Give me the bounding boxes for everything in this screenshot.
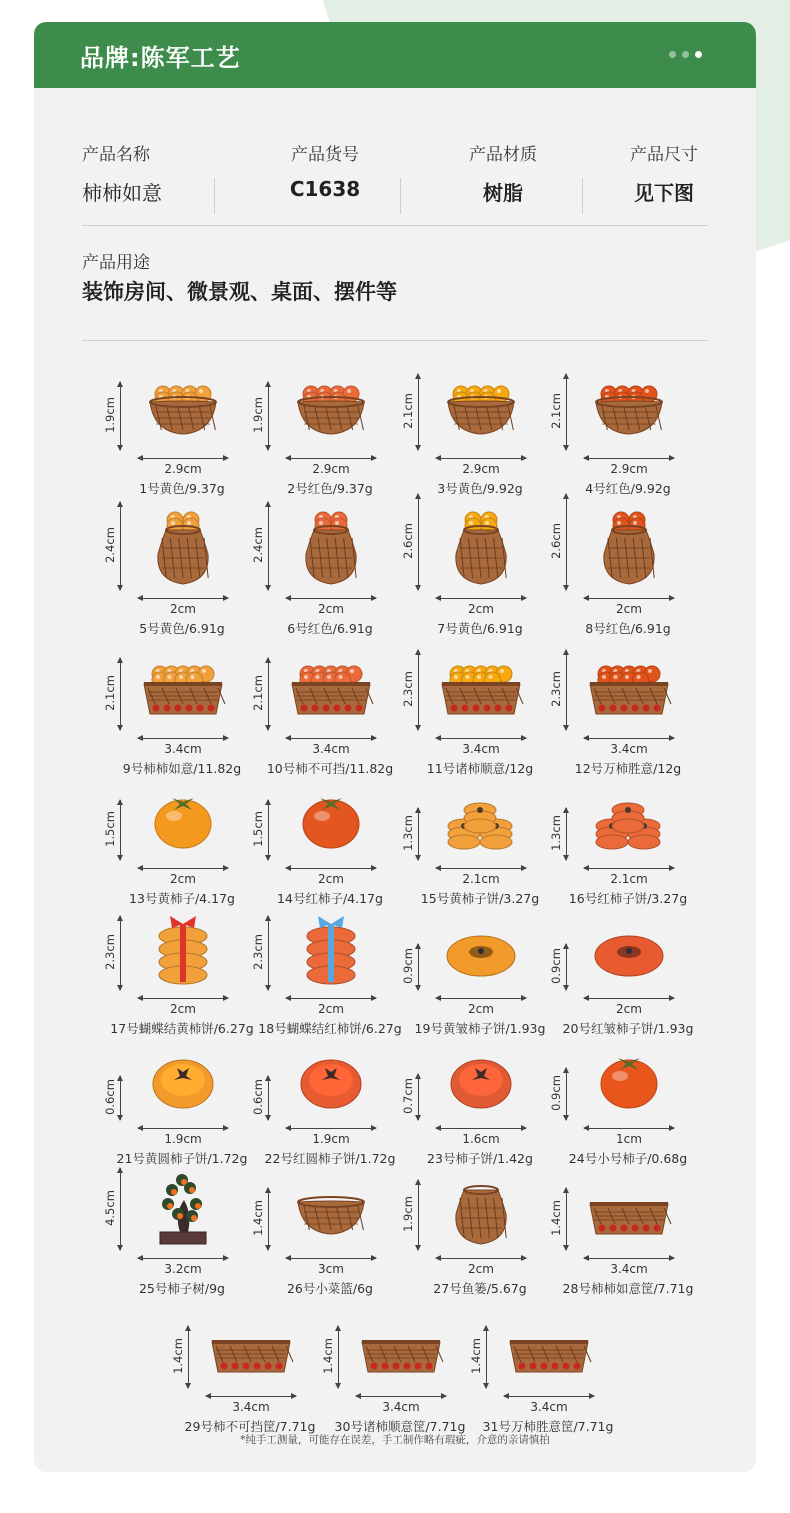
product-caption: 24号小号柿子/0.68g xyxy=(568,1151,688,1166)
product-item xyxy=(398,368,548,496)
product-caption: 14号红柿子/4.17g xyxy=(277,891,383,906)
jar-icon xyxy=(436,1170,526,1254)
product-item xyxy=(100,508,250,636)
cake-stack-icon xyxy=(584,780,674,864)
dimension-arrow-icon xyxy=(286,598,376,599)
product-caption: 5号黄色/6.91g xyxy=(139,621,225,636)
dimension-arrow-icon xyxy=(436,598,526,599)
dimension-arrow-icon xyxy=(268,658,269,730)
product-caption: 23号柿子饼/1.42g xyxy=(427,1151,533,1166)
tree-icon xyxy=(138,1170,228,1254)
tray-icon xyxy=(504,1308,594,1392)
spec-value: 树脂 xyxy=(483,181,523,205)
product-caption: 27号鱼篓/5.67g xyxy=(433,1281,527,1296)
tray-icon xyxy=(356,1308,446,1392)
product-caption: 2号红色/9.37g xyxy=(287,481,373,496)
dimension-arrow-icon xyxy=(566,1068,567,1120)
width-label: 3.4cm xyxy=(462,742,500,756)
product-caption: 7号黄色/6.91g xyxy=(437,621,523,636)
dimension-arrow-icon xyxy=(436,738,526,739)
spec-label: 产品材质 xyxy=(469,145,537,165)
height-dimension xyxy=(251,800,276,860)
height-label: 2.3cm xyxy=(549,671,563,707)
height-dimension xyxy=(549,808,574,860)
height-label: 1.3cm xyxy=(401,815,415,851)
tray-icon xyxy=(138,650,228,734)
height-label: 2.1cm xyxy=(549,393,563,429)
width-label: 1.9cm xyxy=(312,1132,350,1146)
dimension-arrow-icon xyxy=(120,382,121,450)
product-item xyxy=(398,1168,548,1296)
dimension-arrow-icon xyxy=(120,1168,121,1250)
width-label: 3.4cm xyxy=(382,1400,420,1414)
width-label: 2cm xyxy=(170,602,196,616)
usage-label: 产品用途 xyxy=(82,253,150,273)
spec-value: C1638 xyxy=(289,177,361,201)
dimension-arrow-icon xyxy=(566,944,567,990)
width-label: 2cm xyxy=(318,872,344,886)
height-label: 2.6cm xyxy=(549,523,563,559)
dimension-arrow-icon xyxy=(138,738,228,739)
height-dimension xyxy=(171,1326,196,1388)
usage-value: 装饰房间、微景观、桌面、摆件等 xyxy=(82,280,397,304)
height-dimension xyxy=(251,1188,276,1250)
product-caption: 11号诸柿顺意/12g xyxy=(426,761,534,776)
height-dimension xyxy=(251,1076,276,1120)
height-label: 2.1cm xyxy=(251,675,265,711)
dimension-arrow-icon xyxy=(286,868,376,869)
product-caption: 31号万柿胜意筐/7.71g xyxy=(482,1419,614,1434)
product-caption: 16号红柿子饼/3.27g xyxy=(568,891,688,906)
height-label: 2.3cm xyxy=(251,934,265,970)
dimension-arrow-icon xyxy=(188,1326,189,1388)
width-label: 2cm xyxy=(468,602,494,616)
dimension-arrow-icon xyxy=(286,998,376,999)
spec-label: 产品货号 xyxy=(291,145,359,165)
product-item xyxy=(398,908,548,1036)
width-label: 2cm xyxy=(318,602,344,616)
product-item xyxy=(100,908,254,1036)
dimension-arrow-icon xyxy=(138,1258,228,1259)
height-label: 0.9cm xyxy=(549,1075,563,1111)
product-item xyxy=(100,778,250,906)
height-dimension xyxy=(549,650,574,730)
product-item xyxy=(546,368,696,496)
height-dimension xyxy=(401,1074,426,1120)
height-label: 1.5cm xyxy=(103,811,117,847)
dimension-arrow-icon xyxy=(566,808,567,860)
height-dimension xyxy=(549,1068,574,1120)
height-dimension xyxy=(401,494,426,590)
width-label: 3.4cm xyxy=(232,1400,270,1414)
persimmon-icon xyxy=(584,1040,674,1124)
height-dimension xyxy=(103,800,128,860)
dimension-arrow-icon xyxy=(566,494,567,590)
dimension-arrow-icon xyxy=(418,1180,419,1250)
dimension-arrow-icon xyxy=(566,374,567,450)
dimension-arrow-icon xyxy=(286,738,376,739)
product-caption: 18号蝴蝶结红柿饼/6.27g xyxy=(258,1021,402,1036)
height-dimension xyxy=(103,1076,128,1120)
tray-icon xyxy=(584,1170,674,1254)
width-label: 1cm xyxy=(616,1132,642,1146)
height-label: 2.6cm xyxy=(401,523,415,559)
height-label: 0.7cm xyxy=(401,1078,415,1114)
product-caption: 8号红色/6.91g xyxy=(585,621,671,636)
dimension-arrow-icon xyxy=(120,800,121,860)
product-caption: 25号柿子树/9g xyxy=(138,1281,225,1296)
width-label: 2cm xyxy=(170,1002,196,1016)
height-dimension xyxy=(401,374,426,450)
spec-label: 产品尺寸 xyxy=(630,145,698,165)
height-dimension xyxy=(251,916,276,990)
product-caption: 4号红色/9.92g xyxy=(585,481,671,496)
height-label: 1.4cm xyxy=(251,1200,265,1236)
height-dimension xyxy=(549,494,574,590)
height-label: 1.4cm xyxy=(171,1338,185,1374)
width-label: 3.2cm xyxy=(164,1262,202,1276)
height-label: 1.9cm xyxy=(401,1196,415,1232)
dimension-arrow-icon xyxy=(268,1076,269,1120)
product-caption: 17号蝴蝶结黄柿饼/6.27g xyxy=(110,1021,254,1036)
width-label: 1.9cm xyxy=(164,1132,202,1146)
dimension-arrow-icon xyxy=(566,650,567,730)
dimension-arrow-icon xyxy=(268,800,269,860)
product-caption: 6号红色/6.91g xyxy=(287,621,373,636)
height-label: 1.3cm xyxy=(549,815,563,851)
footnote: *纯手工测量，可能存在误差，手工制作略有瑕疵，介意的亲请慎拍 xyxy=(240,1434,550,1446)
dimension-arrow-icon xyxy=(138,868,228,869)
product-item xyxy=(248,908,402,1036)
product-caption: 28号柿柿如意筐/7.71g xyxy=(562,1281,694,1296)
height-label: 2.1cm xyxy=(401,393,415,429)
height-label: 0.9cm xyxy=(549,948,563,984)
height-dimension xyxy=(251,658,276,730)
spec-value: 见下图 xyxy=(634,181,694,205)
product-caption: 12号万柿胜意/12g xyxy=(574,761,682,776)
product-caption: 9号柿柿如意/11.82g xyxy=(122,761,242,776)
dimension-arrow-icon xyxy=(206,1396,296,1397)
height-dimension xyxy=(103,502,128,590)
dimension-arrow-icon xyxy=(356,1396,446,1397)
tray-icon xyxy=(286,650,376,734)
width-label: 2.9cm xyxy=(164,462,202,476)
dimension-arrow-icon xyxy=(418,944,419,990)
cake-icon xyxy=(584,910,674,994)
product-item xyxy=(466,1306,616,1434)
cake-icon xyxy=(286,1040,376,1124)
persimmon-icon xyxy=(138,780,228,864)
product-caption: 26号小菜篮/6g xyxy=(286,1281,373,1296)
brand-title: 品牌:陈军工艺 xyxy=(80,44,241,72)
dimension-arrow-icon xyxy=(584,1258,674,1259)
jar-icon xyxy=(286,510,376,594)
dimension-arrow-icon xyxy=(268,382,269,450)
dimension-arrow-icon xyxy=(418,650,419,730)
width-label: 3.4cm xyxy=(530,1400,568,1414)
height-label: 0.9cm xyxy=(401,948,415,984)
dimension-arrow-icon xyxy=(584,998,674,999)
spec-value: 柿柿如意 xyxy=(82,181,162,205)
basket-icon xyxy=(436,370,526,454)
width-label: 2cm xyxy=(318,1002,344,1016)
dimension-arrow-icon xyxy=(436,868,526,869)
dimension-arrow-icon xyxy=(436,458,526,459)
product-item xyxy=(248,778,398,906)
product-item xyxy=(546,508,696,636)
basket-icon xyxy=(138,370,228,454)
tray-icon xyxy=(206,1308,296,1392)
product-item xyxy=(398,778,548,906)
width-label: 3.4cm xyxy=(312,742,350,756)
height-label: 1.4cm xyxy=(321,1338,335,1374)
product-item xyxy=(546,1038,696,1166)
height-dimension xyxy=(401,944,426,990)
width-label: 1.6cm xyxy=(462,1132,500,1146)
dimension-arrow-icon xyxy=(338,1326,339,1388)
cake-stack-icon xyxy=(436,780,526,864)
width-label: 3.4cm xyxy=(610,1262,648,1276)
product-item xyxy=(546,908,696,1036)
dimension-arrow-icon xyxy=(436,998,526,999)
width-label: 3cm xyxy=(318,1262,344,1276)
height-label: 2.1cm xyxy=(103,675,117,711)
jar-icon xyxy=(436,510,526,594)
dimension-arrow-icon xyxy=(268,1188,269,1250)
product-caption: 20号红皱柿子饼/1.93g xyxy=(562,1021,694,1036)
dimension-arrow-icon xyxy=(584,1128,674,1129)
product-item xyxy=(248,648,398,776)
height-label: 2.3cm xyxy=(401,671,415,707)
height-dimension xyxy=(549,944,574,990)
dimension-arrow-icon xyxy=(138,458,228,459)
product-item xyxy=(100,1168,250,1296)
height-dimension xyxy=(103,382,128,450)
height-dimension xyxy=(549,374,574,450)
width-label: 2.1cm xyxy=(610,872,648,886)
spec-label: 产品名称 xyxy=(82,145,150,165)
height-label: 1.9cm xyxy=(103,397,117,433)
persimmon-icon xyxy=(286,780,376,864)
product-caption: 13号黄柿子/4.17g xyxy=(129,891,235,906)
height-dimension xyxy=(469,1326,494,1388)
basket-icon xyxy=(584,370,674,454)
height-label: 2.3cm xyxy=(103,934,117,970)
width-label: 2cm xyxy=(468,1002,494,1016)
width-label: 2cm xyxy=(616,602,642,616)
product-item xyxy=(398,648,548,776)
product-caption: 1号黄色/9.37g xyxy=(139,481,225,496)
product-caption: 29号柿不可挡筐/7.71g xyxy=(184,1419,316,1434)
height-label: 0.6cm xyxy=(103,1079,117,1115)
product-item xyxy=(398,508,548,636)
height-dimension xyxy=(401,1180,426,1250)
dimension-arrow-icon xyxy=(120,916,121,990)
dimension-arrow-icon xyxy=(584,738,674,739)
tray-icon xyxy=(436,650,526,734)
basket-icon xyxy=(286,370,376,454)
width-label: 2.1cm xyxy=(462,872,500,886)
width-label: 2.9cm xyxy=(610,462,648,476)
height-dimension xyxy=(401,808,426,860)
height-dimension xyxy=(103,1168,128,1250)
dimension-arrow-icon xyxy=(504,1396,594,1397)
height-dimension xyxy=(321,1326,346,1388)
product-card xyxy=(34,22,756,1472)
gift-icon xyxy=(138,910,228,994)
dimension-arrow-icon xyxy=(436,1258,526,1259)
height-label: 1.9cm xyxy=(251,397,265,433)
width-label: 2cm xyxy=(616,1002,642,1016)
height-dimension xyxy=(401,650,426,730)
product-item xyxy=(248,368,398,496)
height-label: 2.4cm xyxy=(251,527,265,563)
height-dimension xyxy=(549,1188,574,1250)
dimension-arrow-icon xyxy=(418,808,419,860)
dimension-arrow-icon xyxy=(418,1074,419,1120)
width-label: 3.4cm xyxy=(610,742,648,756)
jar-icon xyxy=(138,510,228,594)
dimension-arrow-icon xyxy=(120,1076,121,1120)
dimension-arrow-icon xyxy=(120,502,121,590)
dimension-arrow-icon xyxy=(138,998,228,999)
dimension-arrow-icon xyxy=(418,374,419,450)
dimension-arrow-icon xyxy=(486,1326,487,1388)
dimension-arrow-icon xyxy=(584,868,674,869)
jar-icon xyxy=(584,510,674,594)
product-caption: 3号黄色/9.92g xyxy=(437,481,523,496)
height-label: 4.5cm xyxy=(103,1190,117,1226)
product-item xyxy=(100,648,250,776)
tray-icon xyxy=(584,650,674,734)
product-item xyxy=(546,1168,696,1296)
height-label: 1.4cm xyxy=(549,1200,563,1236)
product-item xyxy=(398,1038,548,1166)
height-dimension xyxy=(103,916,128,990)
dimension-arrow-icon xyxy=(584,598,674,599)
product-caption: 21号黄圆柿子饼/1.72g xyxy=(116,1151,248,1166)
dimension-arrow-icon xyxy=(268,916,269,990)
product-caption: 22号红圆柿子饼/1.72g xyxy=(264,1151,396,1166)
dimension-arrow-icon xyxy=(418,494,419,590)
product-caption: 15号黄柿子饼/3.27g xyxy=(420,891,540,906)
dimension-arrow-icon xyxy=(138,598,228,599)
height-label: 1.4cm xyxy=(469,1338,483,1374)
height-dimension xyxy=(251,382,276,450)
product-item xyxy=(318,1306,468,1434)
dimension-arrow-icon xyxy=(286,458,376,459)
dimension-arrow-icon xyxy=(268,502,269,590)
height-dimension xyxy=(103,658,128,730)
width-label: 3.4cm xyxy=(164,742,202,756)
height-label: 0.6cm xyxy=(251,1079,265,1115)
product-item xyxy=(100,1038,250,1166)
width-label: 2.9cm xyxy=(312,462,350,476)
product-caption: 30号诸柿顺意筐/7.71g xyxy=(334,1419,466,1434)
width-label: 2.9cm xyxy=(462,462,500,476)
height-label: 2.4cm xyxy=(103,527,117,563)
dimension-arrow-icon xyxy=(436,1128,526,1129)
cake-icon xyxy=(436,910,526,994)
dimension-arrow-icon xyxy=(286,1128,376,1129)
dimension-arrow-icon xyxy=(286,1258,376,1259)
width-label: 2cm xyxy=(170,872,196,886)
product-item xyxy=(168,1306,318,1434)
cake-icon xyxy=(436,1040,526,1124)
product-item xyxy=(248,1038,398,1166)
product-item xyxy=(248,1168,398,1296)
dimension-arrow-icon xyxy=(120,658,121,730)
gift-icon xyxy=(286,910,376,994)
height-dimension xyxy=(251,502,276,590)
product-item xyxy=(546,778,696,906)
product-item xyxy=(248,508,398,636)
product-grid xyxy=(34,22,756,1472)
dimension-arrow-icon xyxy=(584,458,674,459)
product-item xyxy=(100,368,250,496)
basket-icon xyxy=(286,1170,376,1254)
product-item xyxy=(546,648,696,776)
width-label: 2cm xyxy=(468,1262,494,1276)
dimension-arrow-icon xyxy=(566,1188,567,1250)
product-caption: 10号柿不可挡/11.82g xyxy=(266,761,394,776)
height-label: 1.5cm xyxy=(251,811,265,847)
dimension-arrow-icon xyxy=(138,1128,228,1129)
product-caption: 19号黄皱柿子饼/1.93g xyxy=(414,1021,546,1036)
cake-icon xyxy=(138,1040,228,1124)
